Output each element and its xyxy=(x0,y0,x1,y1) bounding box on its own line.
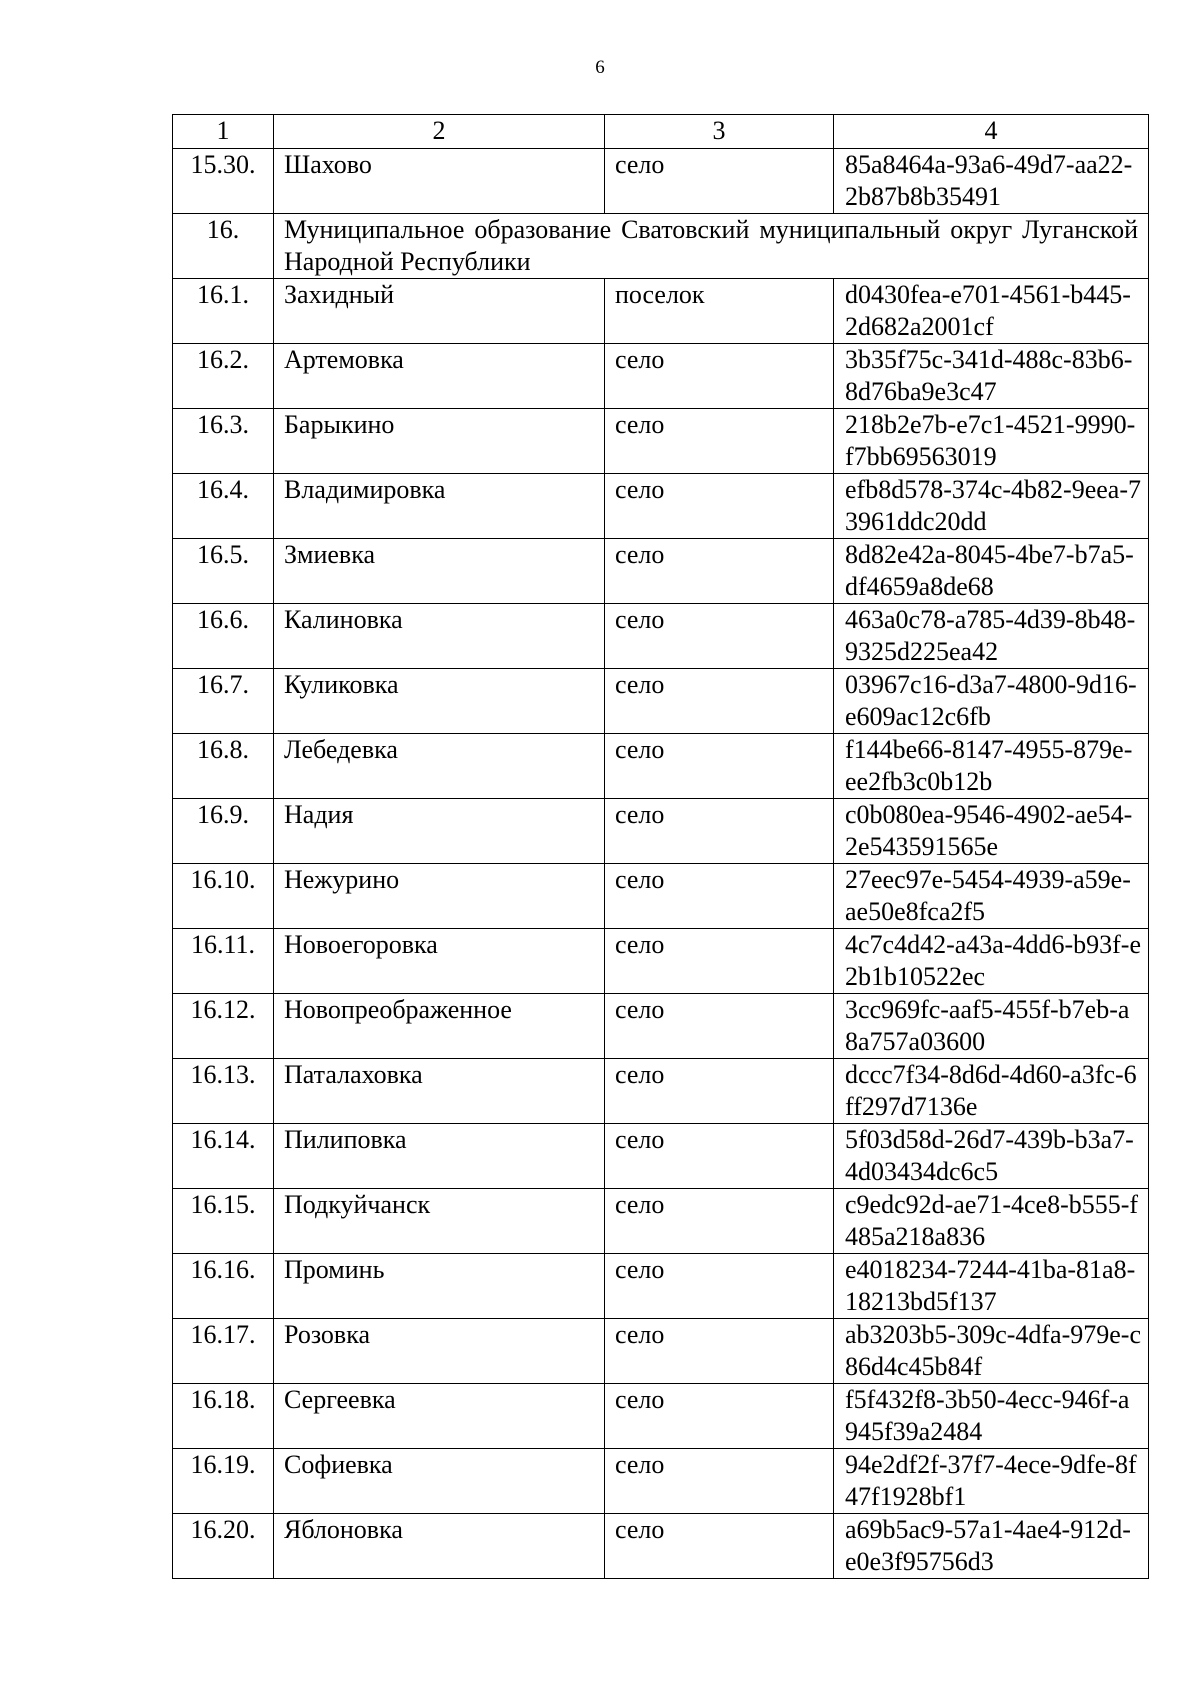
table-row xyxy=(173,1254,1149,1319)
table-row xyxy=(173,799,1149,864)
settlement-name: Софиевка xyxy=(274,1449,605,1514)
settlement-name: Сергеевка xyxy=(274,1384,605,1449)
section-title: Муниципальное образование Сватовский муниципальный округ Луганской Народной Республики xyxy=(274,214,1149,279)
settlement-code: 3cc969fc-aaf5-455f-b7eb-a8a757a03600 xyxy=(834,994,1149,1059)
table-row xyxy=(173,734,1149,799)
settlement-type: село xyxy=(605,1189,834,1254)
settlement-type: село xyxy=(605,1514,834,1579)
row-number: 16.19. xyxy=(173,1449,274,1514)
settlement-name: Яблоновка xyxy=(274,1514,605,1579)
settlement-type: село xyxy=(605,929,834,994)
settlement-type: село xyxy=(605,474,834,539)
table-header-row xyxy=(173,115,1149,149)
table-body xyxy=(173,115,1149,1579)
header-cell-2: 2 xyxy=(274,115,605,149)
table-row xyxy=(173,1189,1149,1254)
row-number: 16.11. xyxy=(173,929,274,994)
settlement-type: село xyxy=(605,344,834,409)
settlement-name: Змиевка xyxy=(274,539,605,604)
settlement-code: 27eec97e-5454-4939-a59e-ae50e8fca2f5 xyxy=(834,864,1149,929)
settlement-name: Проминь xyxy=(274,1254,605,1319)
table-row xyxy=(173,539,1149,604)
table-row xyxy=(173,344,1149,409)
row-number: 16.5. xyxy=(173,539,274,604)
row-number: 16.1. xyxy=(173,279,274,344)
settlements-table xyxy=(172,114,1149,1579)
settlement-type: село xyxy=(605,734,834,799)
settlement-code: ab3203b5-309c-4dfa-979e-c86d4c45b84f xyxy=(834,1319,1149,1384)
settlement-type: село xyxy=(605,864,834,929)
table-row xyxy=(173,1124,1149,1189)
settlement-code: efb8d578-374c-4b82-9eea-73961ddc20dd xyxy=(834,474,1149,539)
settlement-code: 4c7c4d42-a43a-4dd6-b93f-e2b1b10522ec xyxy=(834,929,1149,994)
settlement-type: поселок xyxy=(605,279,834,344)
settlement-code: c0b080ea-9546-4902-ae54-2e543591565e xyxy=(834,799,1149,864)
settlement-type: село xyxy=(605,1059,834,1124)
settlement-type: село xyxy=(605,1254,834,1319)
row-number: 16.18. xyxy=(173,1384,274,1449)
settlement-name: Паталаховка xyxy=(274,1059,605,1124)
settlement-type: село xyxy=(605,409,834,474)
settlement-type: село xyxy=(605,994,834,1059)
settlement-type: село xyxy=(605,1319,834,1384)
section-row xyxy=(173,214,1149,279)
row-number: 16.3. xyxy=(173,409,274,474)
row-number: 16.20. xyxy=(173,1514,274,1579)
table-row xyxy=(173,1449,1149,1514)
row-number: 16. xyxy=(173,214,274,279)
settlement-name: Шахово xyxy=(274,149,605,214)
settlement-code: f144be66-8147-4955-879e-ee2fb3c0b12b xyxy=(834,734,1149,799)
table-row xyxy=(173,474,1149,539)
settlement-name: Лебедевка xyxy=(274,734,605,799)
row-number: 16.13. xyxy=(173,1059,274,1124)
row-number: 16.16. xyxy=(173,1254,274,1319)
settlement-name: Владимировка xyxy=(274,474,605,539)
settlement-code: 8d82e42a-8045-4be7-b7a5-df4659a8de68 xyxy=(834,539,1149,604)
settlement-code: a69b5ac9-57a1-4ae4-912d-e0e3f95756d3 xyxy=(834,1514,1149,1579)
settlement-name: Захидный xyxy=(274,279,605,344)
settlement-code: 85a8464a-93a6-49d7-aa22-2b87b8b35491 xyxy=(834,149,1149,214)
row-number: 16.8. xyxy=(173,734,274,799)
row-number: 16.12. xyxy=(173,994,274,1059)
table-row xyxy=(173,1059,1149,1124)
settlement-code: 03967c16-d3a7-4800-9d16-e609ac12c6fb xyxy=(834,669,1149,734)
row-number: 16.2. xyxy=(173,344,274,409)
settlement-code: d0430fea-e701-4561-b445-2d682a2001cf xyxy=(834,279,1149,344)
table-row xyxy=(173,669,1149,734)
settlement-name: Подкуйчанск xyxy=(274,1189,605,1254)
settlement-code: dccc7f34-8d6d-4d60-a3fc-6ff297d7136e xyxy=(834,1059,1149,1124)
table-row xyxy=(173,604,1149,669)
table-row xyxy=(173,409,1149,474)
row-number: 16.15. xyxy=(173,1189,274,1254)
settlement-name: Калиновка xyxy=(274,604,605,669)
settlement-type: село xyxy=(605,799,834,864)
settlement-type: село xyxy=(605,149,834,214)
page-number: 6 xyxy=(595,57,605,78)
settlement-type: село xyxy=(605,1449,834,1514)
settlement-code: f5f432f8-3b50-4ecc-946f-a945f39a2484 xyxy=(834,1384,1149,1449)
row-number: 16.10. xyxy=(173,864,274,929)
row-number: 16.14. xyxy=(173,1124,274,1189)
row-number: 16.17. xyxy=(173,1319,274,1384)
settlement-code: e4018234-7244-41ba-81a8-18213bd5f137 xyxy=(834,1254,1149,1319)
table-row xyxy=(173,279,1149,344)
settlement-type: село xyxy=(605,539,834,604)
settlement-name: Розовка xyxy=(274,1319,605,1384)
settlement-code: 463a0c78-a785-4d39-8b48-9325d225ea42 xyxy=(834,604,1149,669)
settlement-type: село xyxy=(605,669,834,734)
row-number: 16.6. xyxy=(173,604,274,669)
row-number: 15.30. xyxy=(173,149,274,214)
row-number: 16.7. xyxy=(173,669,274,734)
settlement-name: Артемовка xyxy=(274,344,605,409)
settlement-code: 3b35f75c-341d-488c-83b6-8d76ba9e3c47 xyxy=(834,344,1149,409)
row-number: 16.4. xyxy=(173,474,274,539)
header-cell-3: 3 xyxy=(605,115,834,149)
table-row xyxy=(173,1514,1149,1579)
settlement-code: 5f03d58d-26d7-439b-b3a7-4d03434dc6c5 xyxy=(834,1124,1149,1189)
table-row xyxy=(173,929,1149,994)
settlement-code: 94e2df2f-37f7-4ece-9dfe-8f47f1928bf1 xyxy=(834,1449,1149,1514)
settlement-name: Новоегоровка xyxy=(274,929,605,994)
header-cell-4: 4 xyxy=(834,115,1149,149)
settlement-code: c9edc92d-ae71-4ce8-b555-f485a218a836 xyxy=(834,1189,1149,1254)
settlement-name: Новопреображенное xyxy=(274,994,605,1059)
settlement-name: Нежурино xyxy=(274,864,605,929)
settlement-name: Надия xyxy=(274,799,605,864)
table-row xyxy=(173,994,1149,1059)
table-row xyxy=(173,1319,1149,1384)
table-row xyxy=(173,1384,1149,1449)
settlement-type: село xyxy=(605,1384,834,1449)
table-row xyxy=(173,864,1149,929)
settlement-name: Барыкино xyxy=(274,409,605,474)
row-number: 16.9. xyxy=(173,799,274,864)
settlement-name: Пилиповка xyxy=(274,1124,605,1189)
settlement-name: Куликовка xyxy=(274,669,605,734)
settlement-type: село xyxy=(605,1124,834,1189)
table-row xyxy=(173,149,1149,214)
settlement-code: 218b2e7b-e7c1-4521-9990-f7bb69563019 xyxy=(834,409,1149,474)
header-cell-1: 1 xyxy=(173,115,274,149)
settlement-type: село xyxy=(605,604,834,669)
